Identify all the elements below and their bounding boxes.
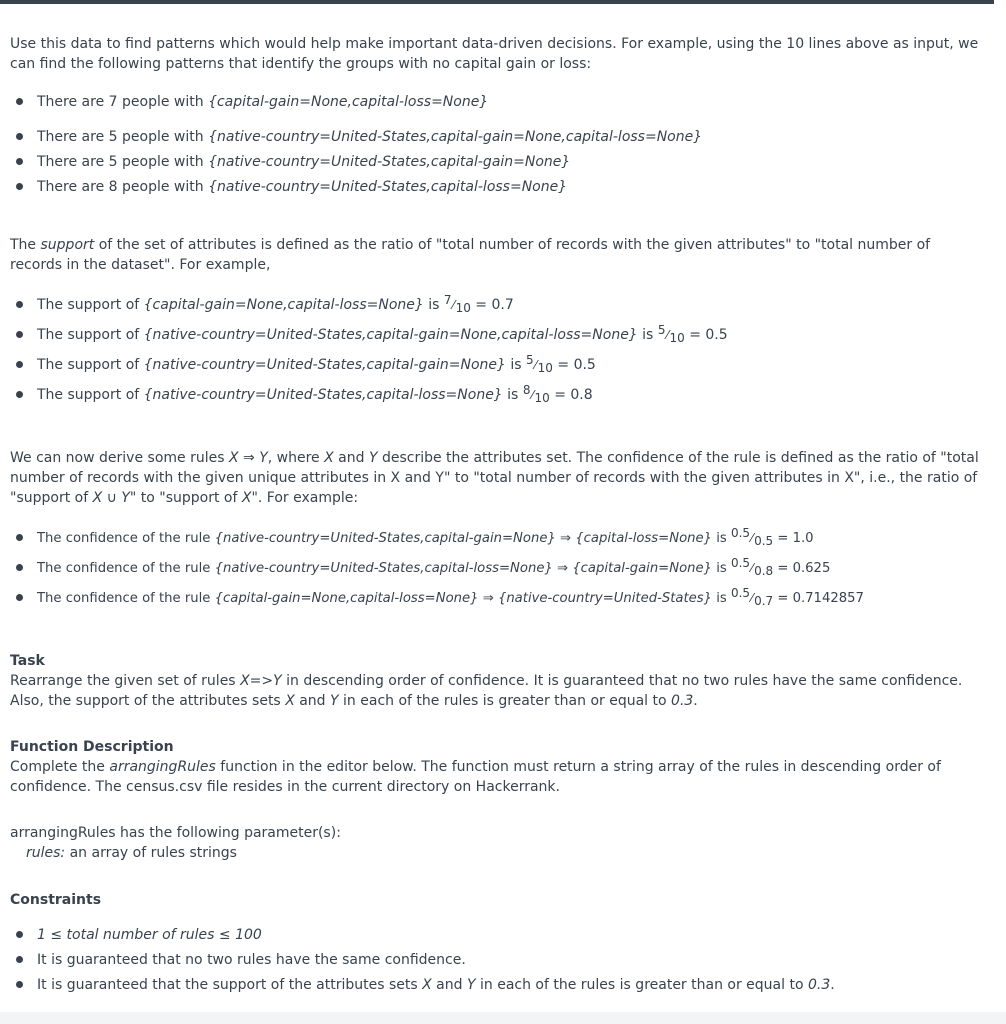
bullet (16, 981, 23, 988)
bullet (16, 183, 23, 190)
bullet (16, 158, 23, 165)
pattern-item: There are 5 people with {native-country=United-States,capital-gain=None,capital-loss=None} (37, 129, 703, 145)
fraction: 0.5⁄0.8 (730, 556, 774, 578)
pattern-item: There are 5 people with {native-country=United-States,capital-gain=None} (37, 154, 571, 170)
intro-paragraph: Use this data to find patterns which would help make important data-driven decisions. For example, using the 10 lines above as input, we can find the following patterns that identify the groups with no capital gain or loss: (10, 36, 979, 72)
bullet (16, 331, 23, 338)
support-item: The support of {native-country=United-States,capital-loss=None} is 8⁄10 = 0.8 (37, 383, 593, 405)
support-item: The support of {native-country=United-States,capital-gain=None} is 5⁄10 = 0.5 (37, 353, 596, 375)
constraint-item: It is guaranteed that the support of the attributes sets X and Y in each of the rules is greater than or equal to 0.3. (37, 977, 835, 993)
bullet (16, 391, 23, 398)
constraints-heading: Constraints (10, 892, 102, 908)
task-heading: Task (10, 653, 45, 669)
fraction: 8⁄10 (522, 383, 550, 405)
function-description-section: Function Description Complete the arrangingRules function in the editor below. The function must return a string array of the rules in descending order of confidence. The census.csv file resides in the current directory on Hackerrank. (10, 739, 941, 795)
bullet (16, 361, 23, 368)
bullet (16, 301, 23, 308)
fraction: 0.5⁄0.5 (730, 526, 774, 548)
constraint-item: It is guaranteed that no two rules have the same confidence. (37, 952, 466, 968)
support-item: The support of {native-country=United-States,capital-gain=None,capital-loss=None} is 5⁄10 = 0.5 (37, 323, 728, 345)
support-paragraph: The support of the set of attributes is defined as the ratio of "total number of records with the given attributes" to "total number of records in the dataset". For example, (10, 237, 931, 273)
top-divider (0, 0, 994, 4)
bullet (16, 133, 23, 140)
bullet (16, 956, 23, 963)
pattern-item: There are 7 people with {capital-gain=None,capital-loss=None} (37, 94, 489, 110)
bullet (16, 98, 23, 105)
parameters-section: arrangingRules has the following parameter(s): rules: an array of rules strings (10, 825, 341, 861)
function-description-heading: Function Description (10, 739, 174, 755)
bullet (16, 534, 23, 541)
fraction: 5⁄10 (657, 323, 685, 345)
confidence-item: The confidence of the rule {native-country=United-States,capital-gain=None} ⇒ {capital-loss=None} is 0.5⁄0.5 = 1.0 (37, 526, 814, 548)
confidence-item: The confidence of the rule {native-country=United-States,capital-loss=None} ⇒ {capital-gain=None} is 0.5⁄0.8 = 0.625 (37, 556, 831, 578)
fraction: 0.5⁄0.7 (730, 586, 774, 608)
confidence-item: The confidence of the rule {capital-gain=None,capital-loss=None} ⇒ {native-country=United-States} is 0.5⁄0.7 = 0.7142857 (37, 586, 864, 608)
support-item: The support of {capital-gain=None,capital-loss=None} is 7⁄10 = 0.7 (37, 293, 514, 315)
fraction: 5⁄10 (526, 353, 553, 375)
fraction: 7⁄10 (443, 293, 471, 315)
task-section: Task Rearrange the given set of rules X=>Y in descending order of confidence. It is guaranteed that no two rules have the same confidence. Also, the support of the attributes sets X and Y in each of the rules is greater than or equal to 0.3. (10, 653, 963, 709)
constraint-item: 1 ≤ total number of rules ≤ 100 (37, 927, 262, 943)
bullet (16, 564, 23, 571)
bullet (16, 594, 23, 601)
confidence-paragraph: We can now derive some rules X ⇒ Y, where X and Y describe the attributes set. The confidence of the rule is defined as the ratio of "total number of records with the given unique attributes in X and Y" to "total number of records with the given attributes in X", i.e., the ratio of "support of X ∪ Y" to "support of X". For example: (10, 450, 979, 506)
bottom-divider (0, 1012, 1006, 1024)
pattern-item: There are 8 people with {native-country=United-States,capital-loss=None} (37, 179, 568, 195)
bullet (16, 931, 23, 938)
